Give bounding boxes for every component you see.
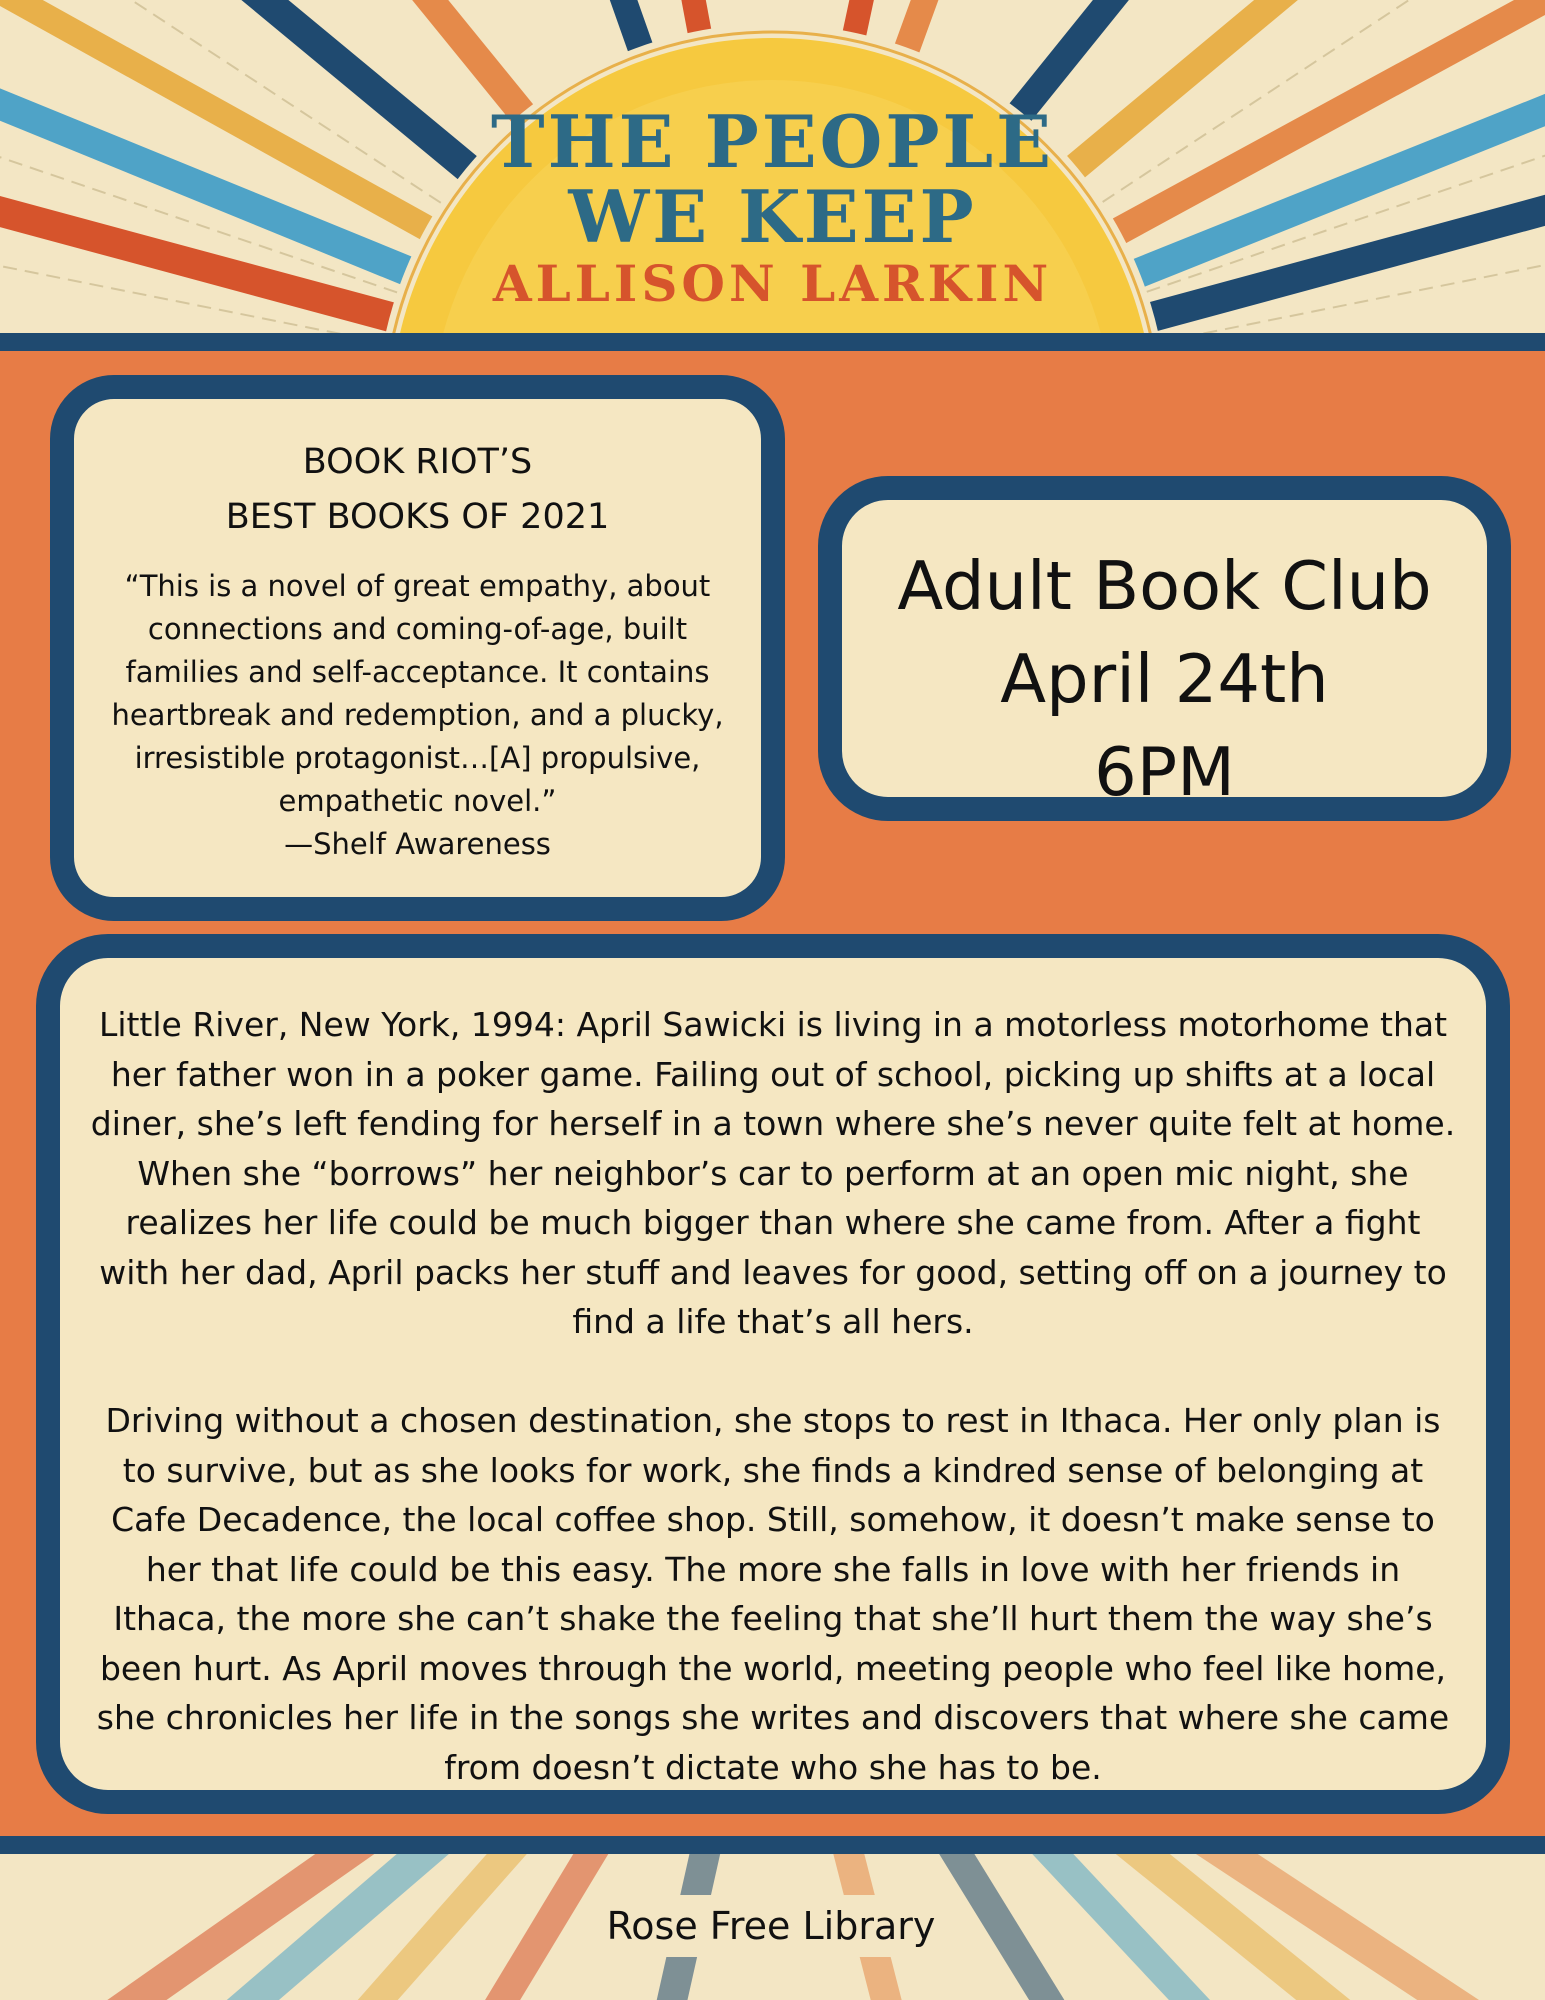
award-heading-line2: BEST BOOKS OF 2021 — [225, 497, 610, 537]
review-quote-card — [50, 375, 785, 921]
award-heading — [100, 435, 735, 545]
summary-paragraph-1: Little River, New York, 1994: April Sawicki is living in a motorless motorhome that her father won in a poker game. Failing out of school, picking up shifts at a local diner, she’s left fending for herself in a town where she’s never quite felt at home. When she “borrows” her neighbor’s car to perform at an open mic night, she realizes her life could be much bigger than where she came from. After a fight with her dad, April packs her stuff and leaves for good, setting off on a journey to find a life that’s all hers. — [90, 1005, 1456, 1341]
cover-banner — [0, 0, 1545, 333]
summary-paragraph-2: Driving without a chosen destination, she stops to rest in Ithaca. Her only plan is to survive, but as she looks for work, she finds a kindred sense of belonging at Cafe Decadence, the local coffee shop. Still, somehow, it doesn’t make sense to her that life could be this easy. The more she falls in love with her friends in Ithaca, the more she can’t shake the feeling that she’ll hurt them the way she’s been hurt. As April moves through the world, meeting people who feel like home, she chronicles her life in the songs she writes and discovers that where she came from doesn’t dictate who she has to be. — [96, 1401, 1450, 1787]
review-source: —Shelf Awareness — [284, 827, 551, 861]
top-divider-band — [0, 333, 1545, 351]
cover-title-line2: WE KEEP — [568, 174, 977, 259]
cover-author: ALLISON LARKIN — [492, 254, 1053, 313]
award-heading-line1: BOOK RIOT’S — [302, 442, 533, 482]
event-name: Adult Book Club — [897, 547, 1432, 625]
event-details-card — [818, 476, 1511, 821]
book-summary-card — [36, 934, 1510, 1814]
cover-title-line1: THE PEOPLE — [491, 99, 1054, 184]
event-time: 6PM — [1094, 733, 1235, 811]
library-name: Rose Free Library — [581, 1895, 961, 1957]
bottom-divider-band — [0, 1836, 1545, 1854]
review-quote: “This is a novel of great empathy, about connections and coming-of-age, built families and self-acceptance. It contains heartbreak and redemption, and a plucky, irresistible protagonist…[A] propulsive, empathetic novel.” — [111, 569, 724, 818]
event-date: April 24th — [1000, 640, 1329, 718]
